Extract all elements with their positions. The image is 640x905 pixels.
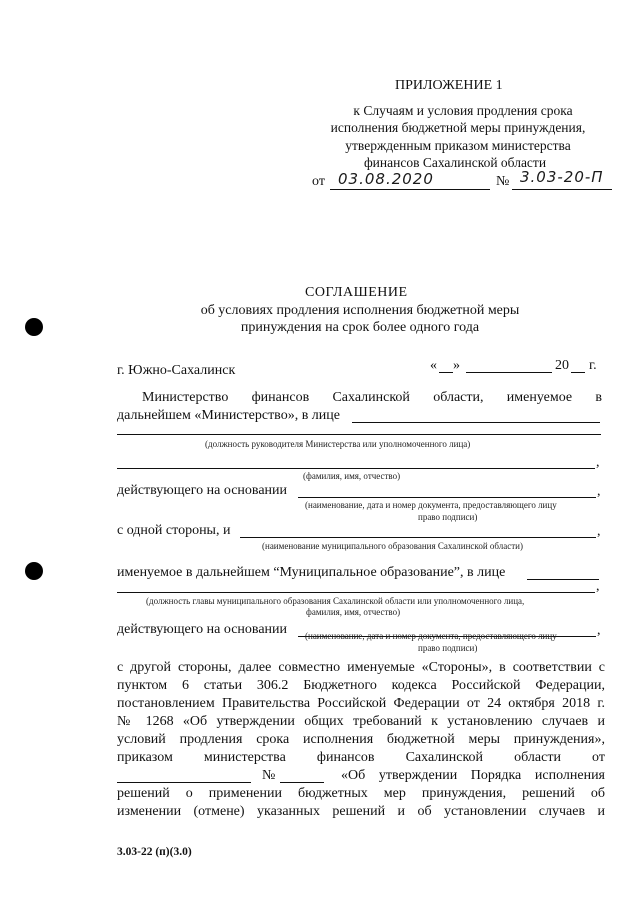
hint-fio: (фамилия, имя, отчество) [303, 471, 401, 481]
position-fill [117, 434, 601, 435]
year-prefix: 20 [555, 358, 569, 373]
p2-line-2: пунктом 6 статьи 306.2 Бюджетного кодекса Российской Федерации, [117, 678, 605, 693]
head-comma: , [596, 579, 600, 594]
document-title: СОГЛАШЕНИЕ [305, 285, 408, 300]
handwritten-date: 03.08.2020 [338, 170, 434, 188]
p2-line-6: приказом министерства финансов Сахалинской области от [117, 750, 605, 765]
document-code: 3.03-22 (п)(3.0) [117, 846, 192, 858]
date-underline [330, 189, 490, 190]
acting-basis-2: действующего на основании [117, 622, 288, 637]
municipality-comma: , [597, 524, 601, 539]
year-blank [571, 372, 585, 373]
hint-document-1a: (наименование, дата и номер документа, предоставляющего лицу [305, 500, 557, 510]
appendix-line-2: исполнения бюджетной меры принуждения, [330, 120, 586, 135]
punch-hole-top [25, 318, 43, 336]
month-blank [466, 372, 552, 373]
municipality-fill [240, 537, 596, 538]
p2-line-4: № 1268 «Об утверждении общих требований к установлению случаев и [117, 714, 605, 729]
hint-document-1b: право подписи) [418, 512, 478, 522]
order-number-blank [280, 782, 324, 783]
p2-line-3: постановлением Правительства Российской Федерации от 24 октября 2018 г. [117, 696, 605, 711]
number-prefix: № [496, 174, 510, 189]
acting-basis-1: действующего на основании [117, 483, 288, 498]
municipality-named: именуемое в дальнейшем “Муниципальное образование”, в лице [117, 565, 506, 580]
appendix-title: ПРИЛОЖЕНИЕ 1 [395, 78, 503, 93]
document-subtitle-2: принуждения на срок более одного года [240, 320, 480, 335]
hint-document-2a: (наименование, дата и номер документа, предоставляющего лицу [305, 631, 557, 641]
document-comma-1: , [597, 484, 601, 499]
p2-line-9: изменении (отмене) указанных решений и об установлении случаев и [117, 804, 605, 819]
city: г. Южно-Сахалинск [117, 363, 236, 378]
order-number-sign: № [262, 768, 276, 783]
document-fill-1 [298, 497, 596, 498]
one-side: с одной стороны, и [117, 523, 231, 538]
hint-municipality: (наименование муниципального образования Сахалинской области) [262, 541, 523, 551]
day-blank [439, 372, 453, 373]
hint-head-b: фамилия, имя, отчество) [306, 607, 401, 617]
p2-line-8: решений о применении бюджетных мер принуждения, решений об [117, 786, 605, 801]
hint-head-a: (должность главы муниципального образования Сахалинской области или уполномоченного лица, [146, 596, 525, 606]
p1-line-2: дальнейшем «Министерство», в лице [117, 408, 340, 423]
p1-line-1: Министерство финансов Сахалинской области, именуемое в [142, 390, 602, 405]
punch-hole-bottom [25, 562, 43, 580]
head-fill-2 [117, 592, 595, 593]
fio-fill [117, 468, 595, 469]
date-prefix: от [312, 174, 325, 189]
hint-document-2b: право подписи) [418, 643, 478, 653]
p2-line-7: «Об утверждении Порядка исполнения [341, 768, 605, 783]
year-suffix: г. [589, 358, 597, 373]
p2-line-5: условий продления срока исполнения бюджетной меры принуждения», [117, 732, 605, 747]
appendix-line-4: финансов Сахалинской области [363, 155, 547, 170]
day-quote-open: « [430, 358, 437, 373]
fio-comma: , [596, 455, 600, 470]
handwritten-number: 3.03-20-П [520, 168, 604, 186]
order-date-blank [117, 782, 251, 783]
appendix-line-3: утвержденным приказом министерства [345, 138, 571, 153]
number-underline [512, 189, 612, 190]
head-fill-1 [527, 579, 599, 580]
p2-line-1: с другой стороны, далее совместно именуемые «Стороны», в соответствии с [117, 660, 605, 675]
day-quote-close: » [453, 358, 460, 373]
document-subtitle-1: об условиях продления исполнения бюджетной меры [200, 303, 520, 318]
hint-position: (должность руководителя Министерства или уполномоченного лица) [205, 439, 471, 449]
p1-fill-1 [352, 422, 600, 423]
appendix-line-1: к Случаям и условия продления срока [353, 103, 573, 118]
document-comma-2: , [597, 623, 601, 638]
